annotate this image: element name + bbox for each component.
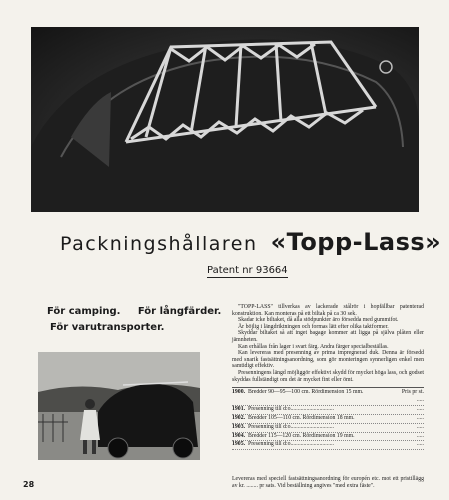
description-paragraph: Skadar icke biltaket, då alla stödpunkter äro försedda med gummifot. xyxy=(238,317,399,324)
item-price: ..... xyxy=(416,432,424,439)
footer-note: Levereras med speciell fastsättningsanordning för europén etc. mot ett pristillägg av kr. ........ pr sats. Vid beställning angives "med extra fäste". xyxy=(232,476,424,489)
description-paragraph: Kan erhållas från lager i svart färg. Andra färger specialbeställas. xyxy=(238,343,389,350)
table-row xyxy=(232,424,424,433)
item-number: 1905. xyxy=(232,441,246,448)
table-row xyxy=(232,389,424,406)
description-paragraph: Är böjlig i längdriktningen och formas lätt efter olika taktformer. xyxy=(238,323,389,330)
page-number: 28 xyxy=(23,480,35,489)
item-description: Bredder 105—110 cm. Rördimension 18 mm. xyxy=(248,414,355,421)
product-name: Packningshållaren xyxy=(60,233,258,255)
description-paragraph: Presenningens längd möjliggör effektivt skydd för mycket höga lass, och godset skyddas fullständigt om det är mycket fint eller ömt. xyxy=(232,369,424,383)
purposes xyxy=(47,304,227,336)
table-row xyxy=(232,433,424,442)
product-description xyxy=(232,304,424,383)
patent-number: Patent nr 93664 xyxy=(207,265,288,276)
item-number: 1901. xyxy=(232,405,246,412)
purposes-line-2: För varutransporter. xyxy=(50,322,165,333)
table-row xyxy=(232,415,424,424)
car-with-woman-photo xyxy=(38,352,200,460)
item-description: Presenning till d:o.............................. xyxy=(248,405,334,412)
price-table xyxy=(232,387,424,450)
car-roof-rack-photo xyxy=(31,27,419,212)
table-row xyxy=(232,406,424,415)
item-description: Bredder 115—120 cm. Rördimension 19 mm. xyxy=(248,432,355,439)
item-description: Presenning till d:o.............................. xyxy=(248,441,334,448)
item-description: Presenning till d:o.............................. xyxy=(248,423,334,430)
item-number: 1904. xyxy=(232,432,246,439)
purposes-line-1: För camping. För långfärder. xyxy=(47,306,222,317)
item-number: 1903. xyxy=(232,423,246,430)
description-paragraph: Skyddar biltaket så att inget bagage kommer att ligga på själva plåten eller jämnheten. xyxy=(232,330,424,343)
item-description: Bredder 90—95—100 cm. Rördimension 15 mm. xyxy=(248,389,364,395)
item-price: ..... xyxy=(416,405,424,412)
description-paragraph: "TOPP-LASS" tillverkas av lackerade stålrör i hopfällbar patenterad konstruktion. Kan monteras på ett biltak på ca 30 sek. xyxy=(232,304,424,317)
description-paragraph: Kan levereras med presenning av prima impregnerad duk. Denna är försedd med snarik fastsättningsanordning, som gör monteringen synnerligen enkel men samtidigt effektiv. xyxy=(232,350,424,370)
item-price: Pris pr st. ..... xyxy=(401,389,424,403)
headline xyxy=(60,228,442,256)
item-number: 1902. xyxy=(232,414,246,421)
brand-name: «Topp-Lass» xyxy=(270,228,442,256)
item-price: ..... xyxy=(416,423,424,430)
item-number: 1900. xyxy=(232,389,246,395)
item-price: ..... xyxy=(416,441,424,448)
item-price: ..... xyxy=(416,414,424,421)
table-row xyxy=(232,441,424,450)
